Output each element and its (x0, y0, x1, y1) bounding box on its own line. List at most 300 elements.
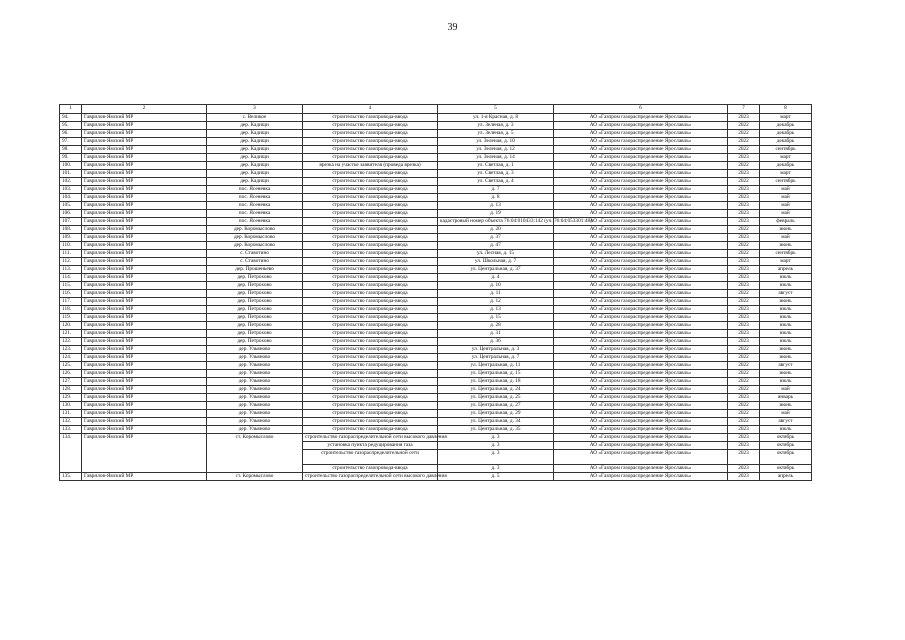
column-header: 4 (303, 105, 438, 114)
address: ул. Центральная, д. 7 (438, 354, 554, 362)
row-number: 117. (60, 298, 82, 306)
organization: АО «Газпром газораспределение Ярославль» (554, 114, 728, 122)
settlement: дер. Ульяново (207, 346, 303, 354)
work-type: строительство газопровода-ввода (303, 122, 438, 130)
district: Гаврилов-Ямский МР (82, 282, 207, 290)
column-header: 7 (728, 105, 760, 114)
row-number: 96. (60, 130, 82, 138)
year: 2022 (728, 362, 760, 370)
work-type: строительство газопровода-ввода (303, 258, 438, 266)
settlement: пос. Ясеневка (207, 218, 303, 226)
year: 2023 (728, 322, 760, 330)
settlement: дер. Петрохово (207, 290, 303, 298)
district: Гаврилов-Ямский МР (82, 290, 207, 298)
organization: АО «Газпром газораспределение Ярославль» (554, 338, 728, 346)
month: сентябрь (760, 146, 812, 154)
year: 2023 (728, 202, 760, 210)
address: д. 13 (438, 202, 554, 210)
work-type: строительство газопровода-ввода (303, 410, 438, 418)
month: декабрь (760, 122, 812, 130)
year: 2023 (728, 282, 760, 290)
district: Гаврилов-Ямский МР (82, 322, 207, 330)
column-header: 8 (760, 105, 812, 114)
settlement: пос. Ясеневка (207, 186, 303, 194)
year: 2023 (728, 234, 760, 242)
organization: АО «Газпром газораспределение Ярославль» (554, 378, 728, 386)
work-type: строительство газопровода-ввода (303, 130, 438, 138)
table-row (60, 362, 812, 370)
table-row (60, 282, 812, 290)
table-row (60, 210, 812, 218)
organization: АО «Газпром газораспределение Ярославль» (554, 242, 728, 250)
month: июнь (760, 370, 812, 378)
district: Гаврилов-Ямский МР (82, 202, 207, 210)
row-number: 109. (60, 234, 82, 242)
settlement: дер. Ульяново (207, 426, 303, 434)
year: 2023 (728, 114, 760, 122)
organization: АО «Газпром газораспределение Ярославль» (554, 418, 728, 426)
work-type: строительство газопровода-ввода (303, 418, 438, 426)
table-row (60, 354, 812, 362)
work-type: строительство газопровода-ввода (303, 178, 438, 186)
organization: АО «Газпром газораспределение Ярославль» (554, 154, 728, 162)
year: 2022 (728, 162, 760, 170)
organization: АО «Газпром газораспределение Ярославль» (554, 210, 728, 218)
year: 2022 (728, 122, 760, 130)
row-number: 114. (60, 274, 82, 282)
table-row (60, 290, 812, 298)
district: Гаврилов-Ямский МР (82, 226, 207, 234)
row-number: 104. (60, 194, 82, 202)
work-type: строительство газопровода-ввода (303, 378, 438, 386)
row-number: 98. (60, 146, 82, 154)
settlement: дер. Петрохово (207, 274, 303, 282)
address: ул. Центральная, д. 11 (438, 362, 554, 370)
organization: АО «Газпром газораспределение Ярославль» (554, 442, 728, 450)
settlement: дер. Петрохово (207, 338, 303, 346)
address: ул. Зеленая, д. 12 (438, 146, 554, 154)
organization: АО «Газпром газораспределение Ярославль» (554, 290, 728, 298)
address: ул. Центральная, д. 35 (438, 426, 554, 434)
settlement: пос. Ясеневка (207, 210, 303, 218)
year: 2023 (728, 210, 760, 218)
address: д. 20 (438, 226, 554, 234)
organization: АО «Газпром газораспределение Ярославль» (554, 354, 728, 362)
address: ул. Зеленая, д. 3 (438, 122, 554, 130)
month: май (760, 234, 812, 242)
organization: АО «Газпром газораспределение Ярославль» (554, 162, 728, 170)
settlement: дер. Кадищи (207, 130, 303, 138)
year: 2022 (728, 146, 760, 154)
month: июнь (760, 402, 812, 410)
organization: АО «Газпром газораспределение Ярославль» (554, 322, 728, 330)
work-type: строительство газопровода-ввода (303, 146, 438, 154)
settlement: дер. Коромыслово (207, 226, 303, 234)
address: ул. Зеленая, д. 14 (438, 154, 554, 162)
address: ул. Центральная, д. 24 (438, 386, 554, 394)
table-row (60, 250, 812, 258)
month: октябрь (760, 450, 812, 465)
address: кадастровый номер объекта 76:04:010433:142 (уч. 76:04:053301:48) (438, 218, 554, 226)
row-number: 102. (60, 178, 82, 186)
settlement: дер. Ульяново (207, 394, 303, 402)
address: ул. Центральная, д. 34 (438, 418, 554, 426)
settlement: дер. Коромыслово (207, 234, 303, 242)
work-type: строительство газопровода-ввода (303, 290, 438, 298)
district: Гаврилов-Ямский МР (82, 306, 207, 314)
table-row (60, 434, 812, 442)
work-type: строительство газораспределительной сети высокого давления (303, 434, 438, 442)
year: 2022 (728, 130, 760, 138)
work-type: строительство газопровода-ввода (303, 282, 438, 290)
district: Гаврилов-Ямский МР (82, 426, 207, 434)
row-number: 97. (60, 138, 82, 146)
column-header: 2 (82, 105, 207, 114)
month: июль (760, 322, 812, 330)
settlement: дер. Ульяново (207, 386, 303, 394)
year: 2022 (728, 226, 760, 234)
row-number: 107. (60, 218, 82, 226)
month: август (760, 362, 812, 370)
district: Гаврилов-Ямский МР (82, 330, 207, 338)
settlement: с. Ставотино (207, 250, 303, 258)
row-number: 101. (60, 170, 82, 178)
district: Гаврилов-Ямский МР (82, 410, 207, 418)
row-number: 120. (60, 322, 82, 330)
district: Гаврилов-Ямский МР (82, 354, 207, 362)
settlement: пос. Ясеневка (207, 194, 303, 202)
address: ул. Лесная, д. 15 (438, 250, 554, 258)
organization: АО «Газпром газораспределение Ярославль» (554, 370, 728, 378)
row-number: 119. (60, 314, 82, 322)
work-type: строительство газопровода-ввода (303, 370, 438, 378)
year: 2023 (728, 473, 760, 481)
district: Гаврилов-Ямский МР (82, 154, 207, 162)
row-number: 124. (60, 354, 82, 362)
address: д. 13 (438, 306, 554, 314)
table-row (60, 338, 812, 346)
organization: АО «Газпром газораспределение Ярославль» (554, 146, 728, 154)
table-row (60, 394, 812, 402)
district: Гаврилов-Ямский МР (82, 314, 207, 322)
table-row (60, 258, 812, 266)
district: Гаврилов-Ямский МР (82, 418, 207, 426)
organization: АО «Газпром газораспределение Ярославль» (554, 450, 728, 465)
row-number: 130. (60, 402, 82, 410)
organization: АО «Газпром газораспределение Ярославль» (554, 402, 728, 410)
organization: АО «Газпром газораспределение Ярославль» (554, 138, 728, 146)
table-row (60, 410, 812, 418)
row-number: 131. (60, 410, 82, 418)
work-type: строительство газопровода-ввода (303, 330, 438, 338)
month: июль (760, 330, 812, 338)
row-number: 125. (60, 362, 82, 370)
address: д. 37 (438, 234, 554, 242)
month: октябрь (760, 465, 812, 473)
settlement: дер. Прошеньево (207, 266, 303, 274)
table-row (60, 138, 812, 146)
settlement: ст. Коромыслово (207, 434, 303, 473)
month: июль (760, 338, 812, 346)
year: 2023 (728, 330, 760, 338)
table-row (60, 322, 812, 330)
district: Гаврилов-Ямский МР (82, 266, 207, 274)
table-row (60, 274, 812, 282)
year: 2022 (728, 418, 760, 426)
row-number: 94. (60, 114, 82, 122)
table-row (60, 170, 812, 178)
settlement: пос. Ясеневка (207, 202, 303, 210)
organization: АО «Газпром газораспределение Ярославль» (554, 346, 728, 354)
year: 2023 (728, 154, 760, 162)
month: май (760, 410, 812, 418)
month: август (760, 418, 812, 426)
address: д. 7 (438, 186, 554, 194)
table-row (60, 202, 812, 210)
year: 2022 (728, 402, 760, 410)
address: ул. 1-я Красная, д. 8 (438, 114, 554, 122)
district: Гаврилов-Ямский МР (82, 234, 207, 242)
district: Гаврилов-Ямский МР (82, 138, 207, 146)
row-number: 133. (60, 426, 82, 434)
row-number: 108. (60, 226, 82, 234)
column-header: 6 (554, 105, 728, 114)
district: Гаврилов-Ямский МР (82, 170, 207, 178)
row-number: 115. (60, 282, 82, 290)
month: июль (760, 426, 812, 434)
address: ул. Зеленая, д. 10 (438, 138, 554, 146)
organization: АО «Газпром газораспределение Ярославль» (554, 282, 728, 290)
address: д. 28 (438, 322, 554, 330)
address: ул. Центральная, д. 37 (438, 266, 554, 274)
row-number: 112. (60, 258, 82, 266)
year: 2023 (728, 442, 760, 450)
settlement: дер. Кадищи (207, 178, 303, 186)
year: 2023 (728, 394, 760, 402)
work-type: строительство газопровода-ввода (303, 354, 438, 362)
month: июнь (760, 354, 812, 362)
organization: АО «Газпром газораспределение Ярославль» (554, 186, 728, 194)
settlement: дер. Петрохово (207, 298, 303, 306)
month: июль (760, 282, 812, 290)
row-number: 99. (60, 154, 82, 162)
work-type: установка пункта редуцирования газа (303, 442, 438, 450)
settlement: дер. Петрохово (207, 306, 303, 314)
address: д. 31 (438, 330, 554, 338)
district: Гаврилов-Ямский МР (82, 473, 207, 481)
settlement: дер. Ульяново (207, 362, 303, 370)
work-type: строительство газопровода-ввода (303, 306, 438, 314)
district: Гаврилов-Ямский МР (82, 378, 207, 386)
row-number: 118. (60, 306, 82, 314)
settlement: дер. Ульяново (207, 418, 303, 426)
organization: АО «Газпром газораспределение Ярославль» (554, 250, 728, 258)
district: Гаврилов-Ямский МР (82, 178, 207, 186)
settlement: дер. Кадищи (207, 162, 303, 170)
address: ул. Светлая, д. 4 (438, 178, 554, 186)
organization: АО «Газпром газораспределение Ярославль» (554, 473, 728, 481)
year: 2022 (728, 346, 760, 354)
work-type: строительство газораспределительной сети высокого давления (303, 473, 438, 481)
settlement: дер. Кадищи (207, 146, 303, 154)
settlement: дер. Кадищи (207, 138, 303, 146)
table-row (60, 418, 812, 426)
table-row (60, 122, 812, 130)
row-number: 110. (60, 242, 82, 250)
work-type: строительство газопровода-ввода (303, 314, 438, 322)
work-type: строительство газопровода-ввода (303, 226, 438, 234)
year: 2023 (728, 218, 760, 226)
address: ул. Центральная, д. 25 (438, 394, 554, 402)
month: июль (760, 378, 812, 386)
table-row (60, 306, 812, 314)
district: Гаврилов-Ямский МР (82, 162, 207, 170)
work-type: строительство газопровода-ввода (303, 170, 438, 178)
settlement: дер. Коромыслово (207, 242, 303, 250)
work-type: строительство газопровода-ввода (303, 194, 438, 202)
address: д. 5 (438, 473, 554, 481)
address: ул. Светлая, д. 3 (438, 170, 554, 178)
month: декабрь (760, 138, 812, 146)
organization: АО «Газпром газораспределение Ярославль» (554, 434, 728, 442)
month: февраль (760, 218, 812, 226)
column-header: 1 (60, 105, 82, 114)
table-row (60, 186, 812, 194)
table-row (60, 226, 812, 234)
work-type: строительство газопровода-ввода (303, 266, 438, 274)
address: ул. Зеленая, д. 5 (438, 130, 554, 138)
year: 2022 (728, 386, 760, 394)
month: апрель (760, 473, 812, 481)
work-type: строительство газопровода-ввода (303, 218, 438, 226)
address: д. 10 (438, 282, 554, 290)
settlement: дер. Петрохово (207, 314, 303, 322)
district: Гаврилов-Ямский МР (82, 386, 207, 394)
month: июль (760, 274, 812, 282)
row-number: 126. (60, 370, 82, 378)
month: июнь (760, 242, 812, 250)
table-row (60, 162, 812, 170)
row-number: 129. (60, 394, 82, 402)
row-number: 127. (60, 378, 82, 386)
table-row (60, 114, 812, 122)
row-number: 113. (60, 266, 82, 274)
address: д. 8 (438, 194, 554, 202)
work-type: строительство газопровода-ввода (303, 154, 438, 162)
year: 2022 (728, 178, 760, 186)
district: Гаврилов-Ямский МР (82, 114, 207, 122)
district: Гаврилов-Ямский МР (82, 274, 207, 282)
work-type: строительство газопровода-ввода (303, 465, 438, 473)
address: ул. Центральная, д. 15 (438, 370, 554, 378)
address: д. 3 (438, 450, 554, 465)
work-type: строительство газопровода-ввода (303, 210, 438, 218)
settlement: дер. Кадищи (207, 122, 303, 130)
organization: АО «Газпром газораспределение Ярославль» (554, 234, 728, 242)
work-type: строительство газопровода-ввода (303, 402, 438, 410)
district: Гаврилов-Ямский МР (82, 194, 207, 202)
month: июнь (760, 226, 812, 234)
year: 2023 (728, 434, 760, 442)
table-row (60, 194, 812, 202)
organization: АО «Газпром газораспределение Ярославль» (554, 122, 728, 130)
work-type: строительство газопровода-ввода (303, 298, 438, 306)
work-type: строительство газопровода-ввода (303, 322, 438, 330)
month: июнь (760, 346, 812, 354)
district: Гаврилов-Ямский МР (82, 346, 207, 354)
table-row (60, 146, 812, 154)
year: 2022 (728, 378, 760, 386)
organization: АО «Газпром газораспределение Ярославль» (554, 410, 728, 418)
year: 2023 (728, 314, 760, 322)
address: д. 11 (438, 290, 554, 298)
year: 2023 (728, 306, 760, 314)
address: д. 4 (438, 274, 554, 282)
row-number: 134. (60, 434, 82, 473)
organization: АО «Газпром газораспределение Ярославль» (554, 274, 728, 282)
year: 2023 (728, 258, 760, 266)
work-type: строительство газопровода-ввода (303, 202, 438, 210)
address: д. 15 (438, 314, 554, 322)
address: д. 12 (438, 298, 554, 306)
settlement: дер. Ульяново (207, 370, 303, 378)
month: апрель (760, 266, 812, 274)
settlement: дер. Ульяново (207, 354, 303, 362)
table-row (60, 426, 812, 434)
address: д. 3 (438, 434, 554, 442)
month: май (760, 202, 812, 210)
year: 2023 (728, 465, 760, 473)
year: 2023 (728, 426, 760, 434)
page-number: 39 (447, 22, 458, 33)
table-row (60, 130, 812, 138)
year: 2022 (728, 290, 760, 298)
column-header: 5 (438, 105, 554, 114)
row-number: 95. (60, 122, 82, 130)
work-type: строительство газопровода-ввода (303, 394, 438, 402)
work-type: строительство газопровода-ввода (303, 362, 438, 370)
table-row (60, 298, 812, 306)
organization: АО «Газпром газораспределение Ярославль» (554, 266, 728, 274)
organization: АО «Газпром газораспределение Ярославль» (554, 306, 728, 314)
address: д. 3 (438, 442, 554, 450)
month: май (760, 186, 812, 194)
year: 2023 (728, 266, 760, 274)
district: Гаврилов-Ямский МР (82, 338, 207, 346)
gasification-table (59, 104, 812, 481)
row-number: 106. (60, 210, 82, 218)
organization: АО «Газпром газораспределение Ярославль» (554, 258, 728, 266)
organization: АО «Газпром газораспределение Ярославль» (554, 314, 728, 322)
month: март (760, 258, 812, 266)
address: д. 36 (438, 338, 554, 346)
district: Гаврилов-Ямский МР (82, 242, 207, 250)
month: январь (760, 394, 812, 402)
month: август (760, 290, 812, 298)
work-type: строительство газопровода-ввода (303, 386, 438, 394)
row-number: 128. (60, 386, 82, 394)
district: Гаврилов-Ямский МР (82, 370, 207, 378)
address: ул. Центральная, д. 3 (438, 346, 554, 354)
column-number-row (60, 105, 812, 114)
organization: АО «Газпром газораспределение Ярославль» (554, 194, 728, 202)
address: ул. Центральная, д. 18 (438, 378, 554, 386)
district: Гаврилов-Ямский МР (82, 130, 207, 138)
organization: АО «Газпром газораспределение Ярославль» (554, 394, 728, 402)
work-type: строительство газопровода-ввода (303, 186, 438, 194)
table-row (60, 234, 812, 242)
row-number: 121. (60, 330, 82, 338)
